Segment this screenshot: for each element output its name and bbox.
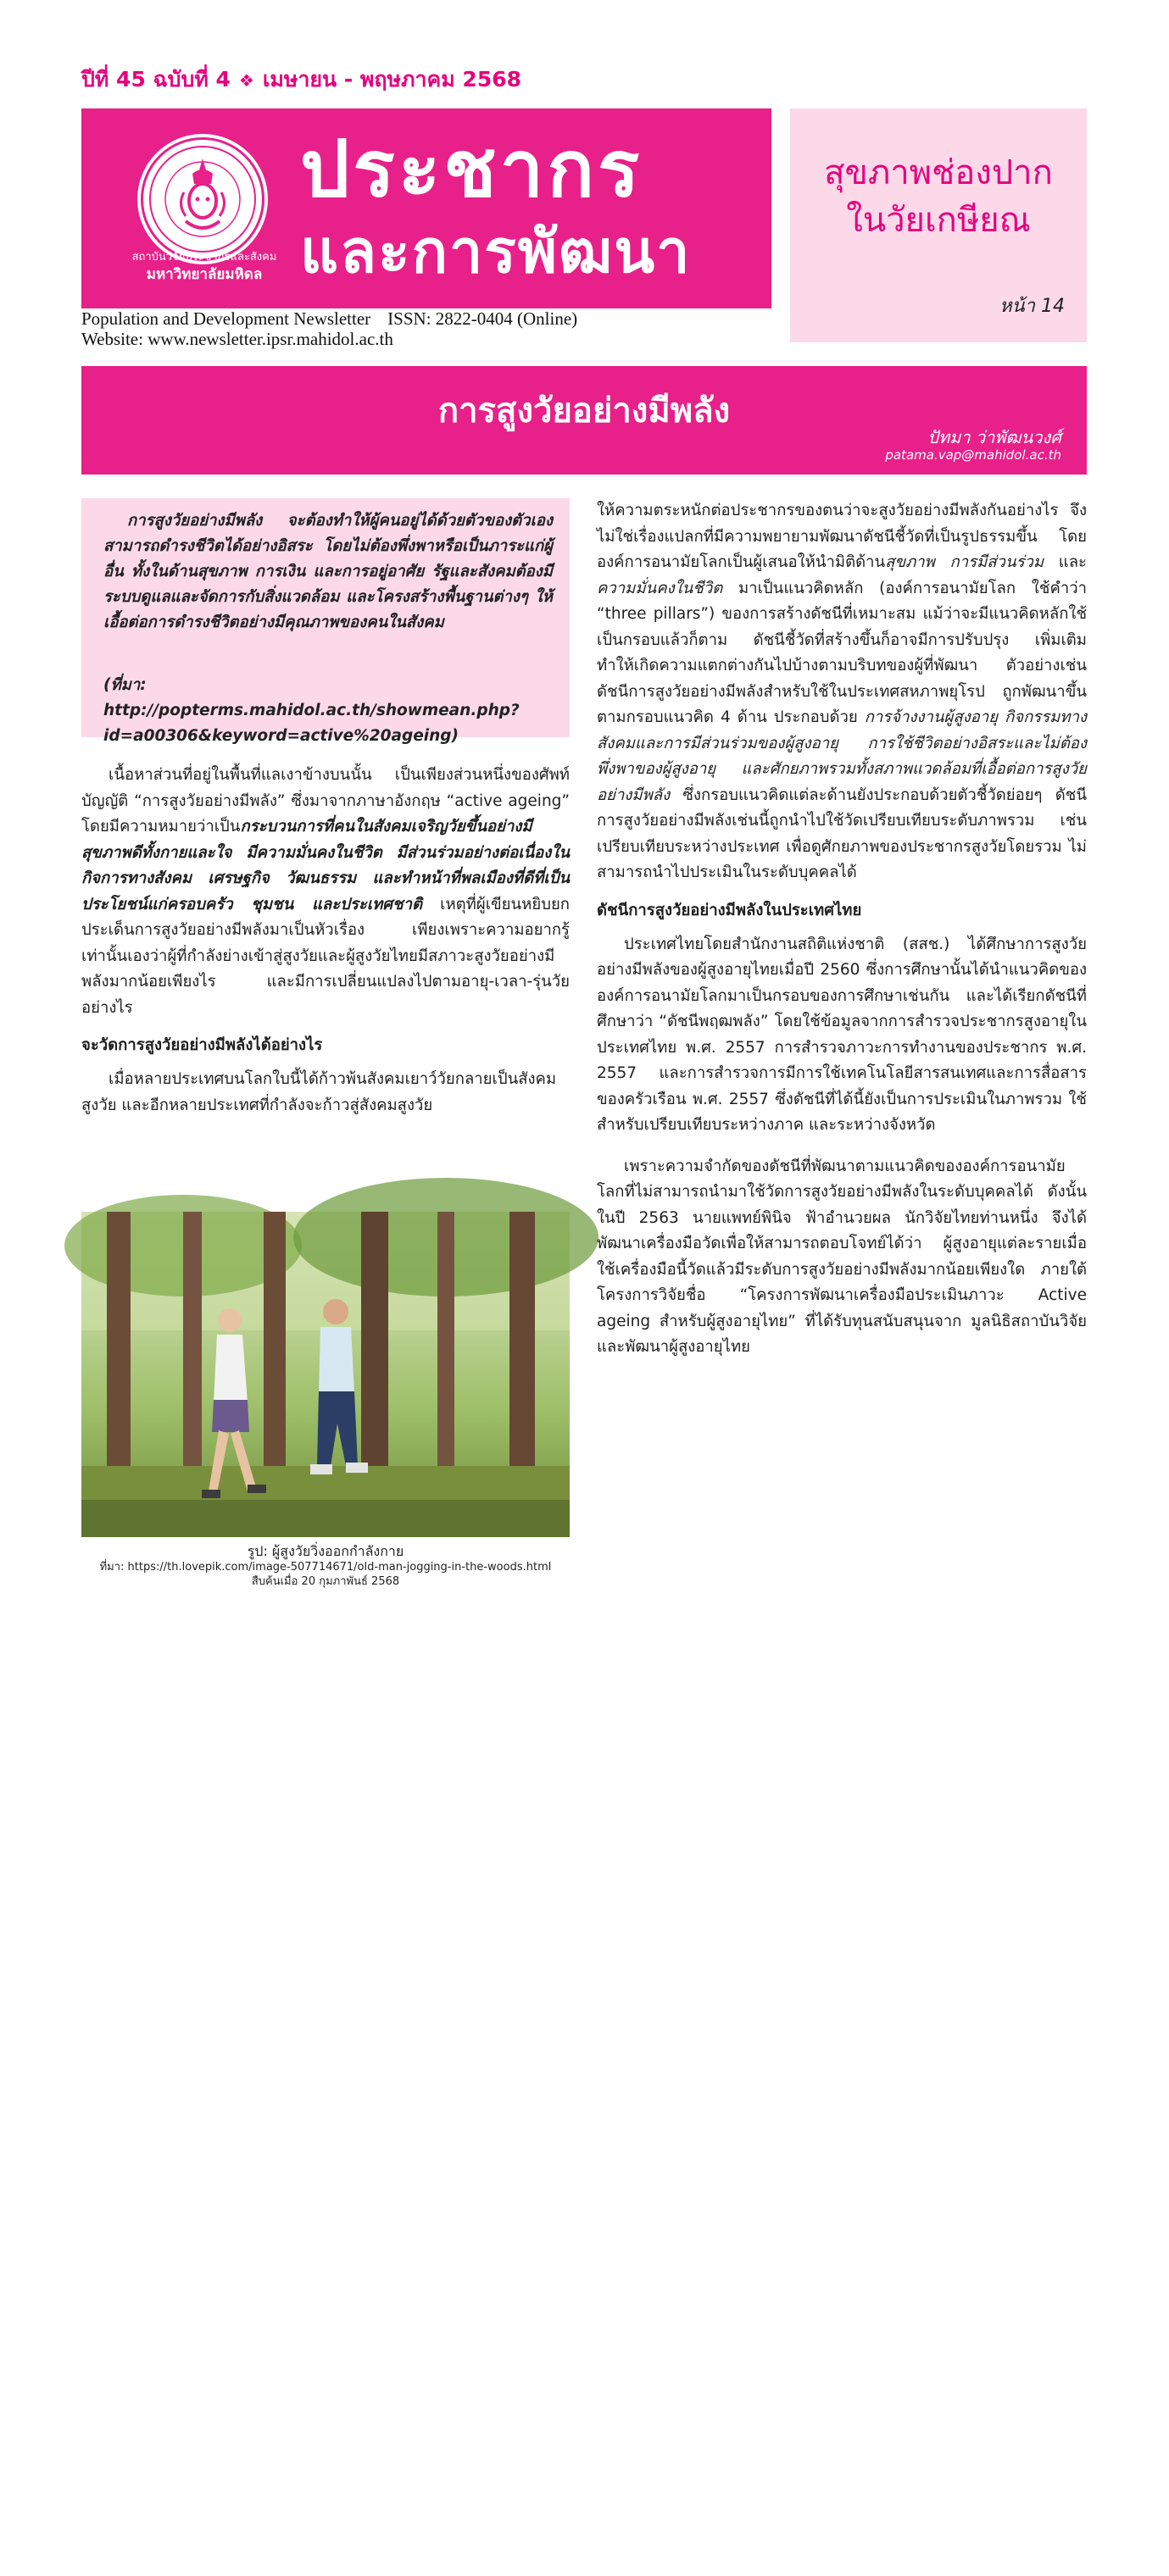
issue-volume: ปีที่ 45 ฉบับที่ 4 <box>81 67 231 92</box>
photo-watermark: Lovepik <box>290 2551 404 2576</box>
article-author: ปัทมา ว่าพัฒนวงศ์ <box>927 427 1061 447</box>
left-p1-definition: กระบวนการที่คนในสังคมเจริญวัยขึ้นอย่างมีสุขภาพดีทั้งกายและใจ มีความมั่นคงในชีวิต มีส่วนร่วมอย่างต่อเนื่องในกิจการทางสังคม เศรษฐกิจ วัฒนธรรม และทำหน้าที่พลเมืองที่ดีที่เป็นประโยชน์แก่ครอบครัว ชุมชน และประเทศชาติ <box>81 818 570 913</box>
definition-text: การสูงวัยอย่างมีพลัง จะต้องทำให้ผู้คนอยู่ได้ด้วยตัวของตัวเอง สามารถดำรงชีวิตได้อย่างอิสระ โดยไม่ต้องพึ่งพาหรือเป็นภาระแก่ผู้อื่น ทั้งในด้านสุขภาพ การเงิน และการอยู่อาศัย รัฐและสังคมต้องมีระบบดูแลและจัดการกับสิ่งแวดล้อม และโครงสร้างพื้นฐานต่างๆ ให้เอื้อต่อการดำรงชีวิตอย่างมีคุณภาพของคนในสังคม <box>103 512 553 631</box>
right-p1-pillar-security: ความมั่นคงในชีวิต <box>597 579 723 597</box>
article-title: การสูงวัยอย่างมีพลัง <box>437 391 731 430</box>
right-p1-pillar-health: สุขภาพ <box>885 553 935 571</box>
photo-caption-title: รูป: ผู้สูงวัยวิ่งออกกำลังกาย <box>247 1543 404 1559</box>
publication-info <box>81 308 577 349</box>
right-p1-and: และ <box>1044 553 1087 571</box>
feature-title <box>790 149 1087 244</box>
right-p1-rest: มาเป็นแนวคิดหลัก (องค์การอนามัยโลก ใช้คำว่า “three pillars”) ของการสร้างดัชนีที่เหมาะสม แม้ว่าจะมีแนวคิดหลักใช้เป็นกรอบแล้วก็ตาม ดัชนีชี้วัดที่สร้างขึ้นก็อาจมีการปรับปรุง เพิ่มเติม ทำให้เกิดความแตกต่างกันไปบ้างตามบริบทของผู้ที่พัฒนา ตัวอย่างเช่น ดัชนีการสูงวัยอย่างมีพลังสำหรับใช้ในประเทศสหภาพยุโรป ถูกพัฒนาขึ้นตามกรอบแนวคิด 4 ด้าน ประกอบด้วย <box>597 579 1087 726</box>
photo-caption <box>81 1542 570 1589</box>
university-label: มหาวิทยาลัยมหิดล <box>146 266 263 283</box>
newsletter-title-line1: ประชากร <box>300 124 643 214</box>
photo-caption-retrieved: สืบค้นเมื่อ 20 กุมภาพันธ์ 2568 <box>251 1575 400 1588</box>
masthead <box>81 108 771 308</box>
article-title-bar <box>81 366 1087 475</box>
right-paragraph-3: เพราะความจำกัดของดัชนีที่พัฒนาตามแนวคิดขององค์การอนามัยโลกที่ไม่สามารถนำมาใช้วัดการสูงวัยอย่างมีพลังในระดับบุคคลได้ ดังนั้น ในปี 2563 นายแพทย์พินิจ ฟ้าอำนวยผล นักวิจัยไทยท่านหนึ่ง จึงได้พัฒนาเครื่องมือวัดเพื่อให้สามารถตอบโจทย์ได้ว่า ผู้สูงอายุแต่ละรายเมื่อใช้เครื่องมือนี้วัดแล้วมีระดับการสูงวัยอย่างมีพลังมากน้อยเพียงใด ภายใต้โครงการวิจัยชื่อ “โครงการพัฒนาเครื่องมือประเมินภาวะ Active ageing สำหรับผู้สูงอายุไทย” ที่ได้รับทุนสนับสนุนจาก มูลนิธิสถาบันวิจัยและพัฒนาผู้สูงอายุไทย <box>597 1157 1087 1356</box>
publication-name: Population and Development Newsletter <box>81 308 371 329</box>
feature-title-line1: สุขภาพช่องปาก <box>824 153 1053 192</box>
left-column <box>81 763 570 1119</box>
definition-source: (ที่มา: http://popterms.mahidol.ac.th/showmean.php?id=a00306&keyword=active%20ageing) <box>103 676 520 745</box>
publication-issn: ISSN: 2822-0404 (Online) <box>387 308 578 329</box>
photo-caption-source: ที่มา: https://th.lovepik.com/image-507714671/old-man-jogging-in-the-woods.html <box>99 1561 552 1574</box>
right-column <box>597 498 1087 1361</box>
definition-box <box>81 498 570 745</box>
left-paragraph-2: เมื่อหลายประเทศบนโลกใบนี้ได้ก้าวพ้นสังคมเยาว์วัยกลายเป็นสังคมสูงวัย และอีกหลายประเทศที่กำลังจะก้าวสู่สังคมสูงวัย <box>81 1070 557 1114</box>
mahidol-logo-icon <box>141 137 264 261</box>
left-p1-text: เนื้อหาส่วนที่อยู่ในพื้นที่แลเงาข้างบนนั้น เป็นเพียงส่วนหนึ่งของศัพท์บัญญัติ “การสูงวัยอย่างมีพลัง” ซึ่งมาจากภาษาอังกฤษ “active ageing” โดยมีความหมายว่าเป็น <box>81 766 570 836</box>
feature-title-line2: ในวัยเกษียณ <box>846 201 1031 240</box>
right-p1-pillar-participation: การมีส่วนร่วม <box>949 553 1044 571</box>
feature-page: หน้า 14 <box>999 296 1065 317</box>
section-heading-thailand: ดัชนีการสูงวัยอย่างมีพลังในประเทศไทย <box>597 901 862 919</box>
newsletter-title <box>300 125 766 290</box>
left-paragraph-1 <box>81 763 570 1021</box>
left-p1-rest: เหตุที่ผู้เขียนหยิบยกประเด็นการสูงวัยอย่างมีพลังมาเป็นหัวเรื่อง เพียงเพราะความอยากรู้เท่านั้นเองว่าผู้ที่กำลังย่างเข้าสู่สูงวัยและผู้สูงวัยไทยมีสภาวะสูงวัยอย่างมีพลังมากน้อยเพียงไร และมีการเปลี่ยนแปลงไปตามอายุ-เวลา-รุ่นวัย อย่างไร <box>81 895 570 1017</box>
newsletter-title-line2: และการพัฒนา <box>300 217 692 286</box>
right-paragraph-1 <box>597 498 1087 886</box>
institute-name <box>115 250 293 284</box>
right-p1-text: ให้ความตระหนักต่อประชากรของตนว่าจะสูงวัยอย่างมีพลังกันอย่างไร จึงไม่ใช่เรื่องแปลกที่มีความพยายามพัฒนาดัชนีชี้วัดที่เป็นรูปธรรมขึ้น โดยองค์การอนามัยโลกเป็นผู้เสนอให้นำมิติด้าน <box>597 502 1087 571</box>
issue-line <box>81 63 521 97</box>
institute-label: สถาบันวิจัยประชากรและสังคม <box>131 251 277 264</box>
right-paragraph-2: ประเทศไทยโดยสำนักงานสถิติแห่งชาติ (สสช.) ได้ศึกษาการสูงวัยอย่างมีพลังของผู้สูงอายุไทยเมื่อปี 2560 ซึ่งการศึกษานั้นได้นำแนวคิดขององค์การอนามัยโลกมาเป็นกรอบของการศึกษาเช่นกัน และได้เรียกดัชนีที่ศึกษาว่า “ดัชนีพฤฒพลัง” โดยใช้ข้อมูลจากการสำรวจประชากรสูงอายุในประเทศไทย พ.ศ. 2557 การสำรวจภาวะการทำงานของประชากร พ.ศ. 2557 และการสำรวจการมีการใช้เทคโนโลยีสารสนเทศและการสื่อสารของครัวเรือน พ.ศ. 2557 ซึ่งดัชนีที่ได้นี้ยังเป็นการประเมินในภาพรวม ใช้สำหรับเปรียบเทียบระหว่างภาค และระหว่างจังหวัด <box>597 935 1087 1134</box>
article-email: patama.vap@mahidol.ac.th <box>885 447 1061 463</box>
section-heading-measure: จะวัดการสูงวัยอย่างมีพลังได้อย่างไร <box>81 1036 323 1054</box>
article-byline <box>885 427 1061 463</box>
publication-website: Website: www.newsletter.ipsr.mahidol.ac.th <box>81 329 393 349</box>
right-p1-end: ซึ่งกรอบแนวคิดแต่ละด้านยังประกอบด้วยตัวชี้วัดย่อยๆ ดัชนีการสูงวัยอย่างมีพลังเช่นนี้ถูกนำไปใช้วัดเปรียบเทียบระดับภาพรวม เช่น เปรียบเทียบระหว่างประเทศ เพื่อดูศักยภาพของประชากรสูงวัยโดยรวม ไม่สามารถนำไปประเมินในระดับบุคคลได้ <box>597 786 1087 881</box>
right-p1-dimensions: การจ้างงานผู้สูงอายุ กิจกรรมทางสังคมและการมีส่วนร่วมของผู้สูงอายุ การใช้ชีวิตอย่างอิสระและไม่ต้องพึ่งพาของผู้สูงอายุ และศักยภาพรวมทั้งสภาพแวดล้อมที่เอื้อต่อการสูงวัยอย่างมีพลัง <box>597 708 1087 804</box>
issue-period: เมษายน - พฤษภาคม 2568 <box>262 67 522 92</box>
diamond-separator-icon: ❖ <box>238 70 254 91</box>
feature-box <box>790 108 1087 342</box>
